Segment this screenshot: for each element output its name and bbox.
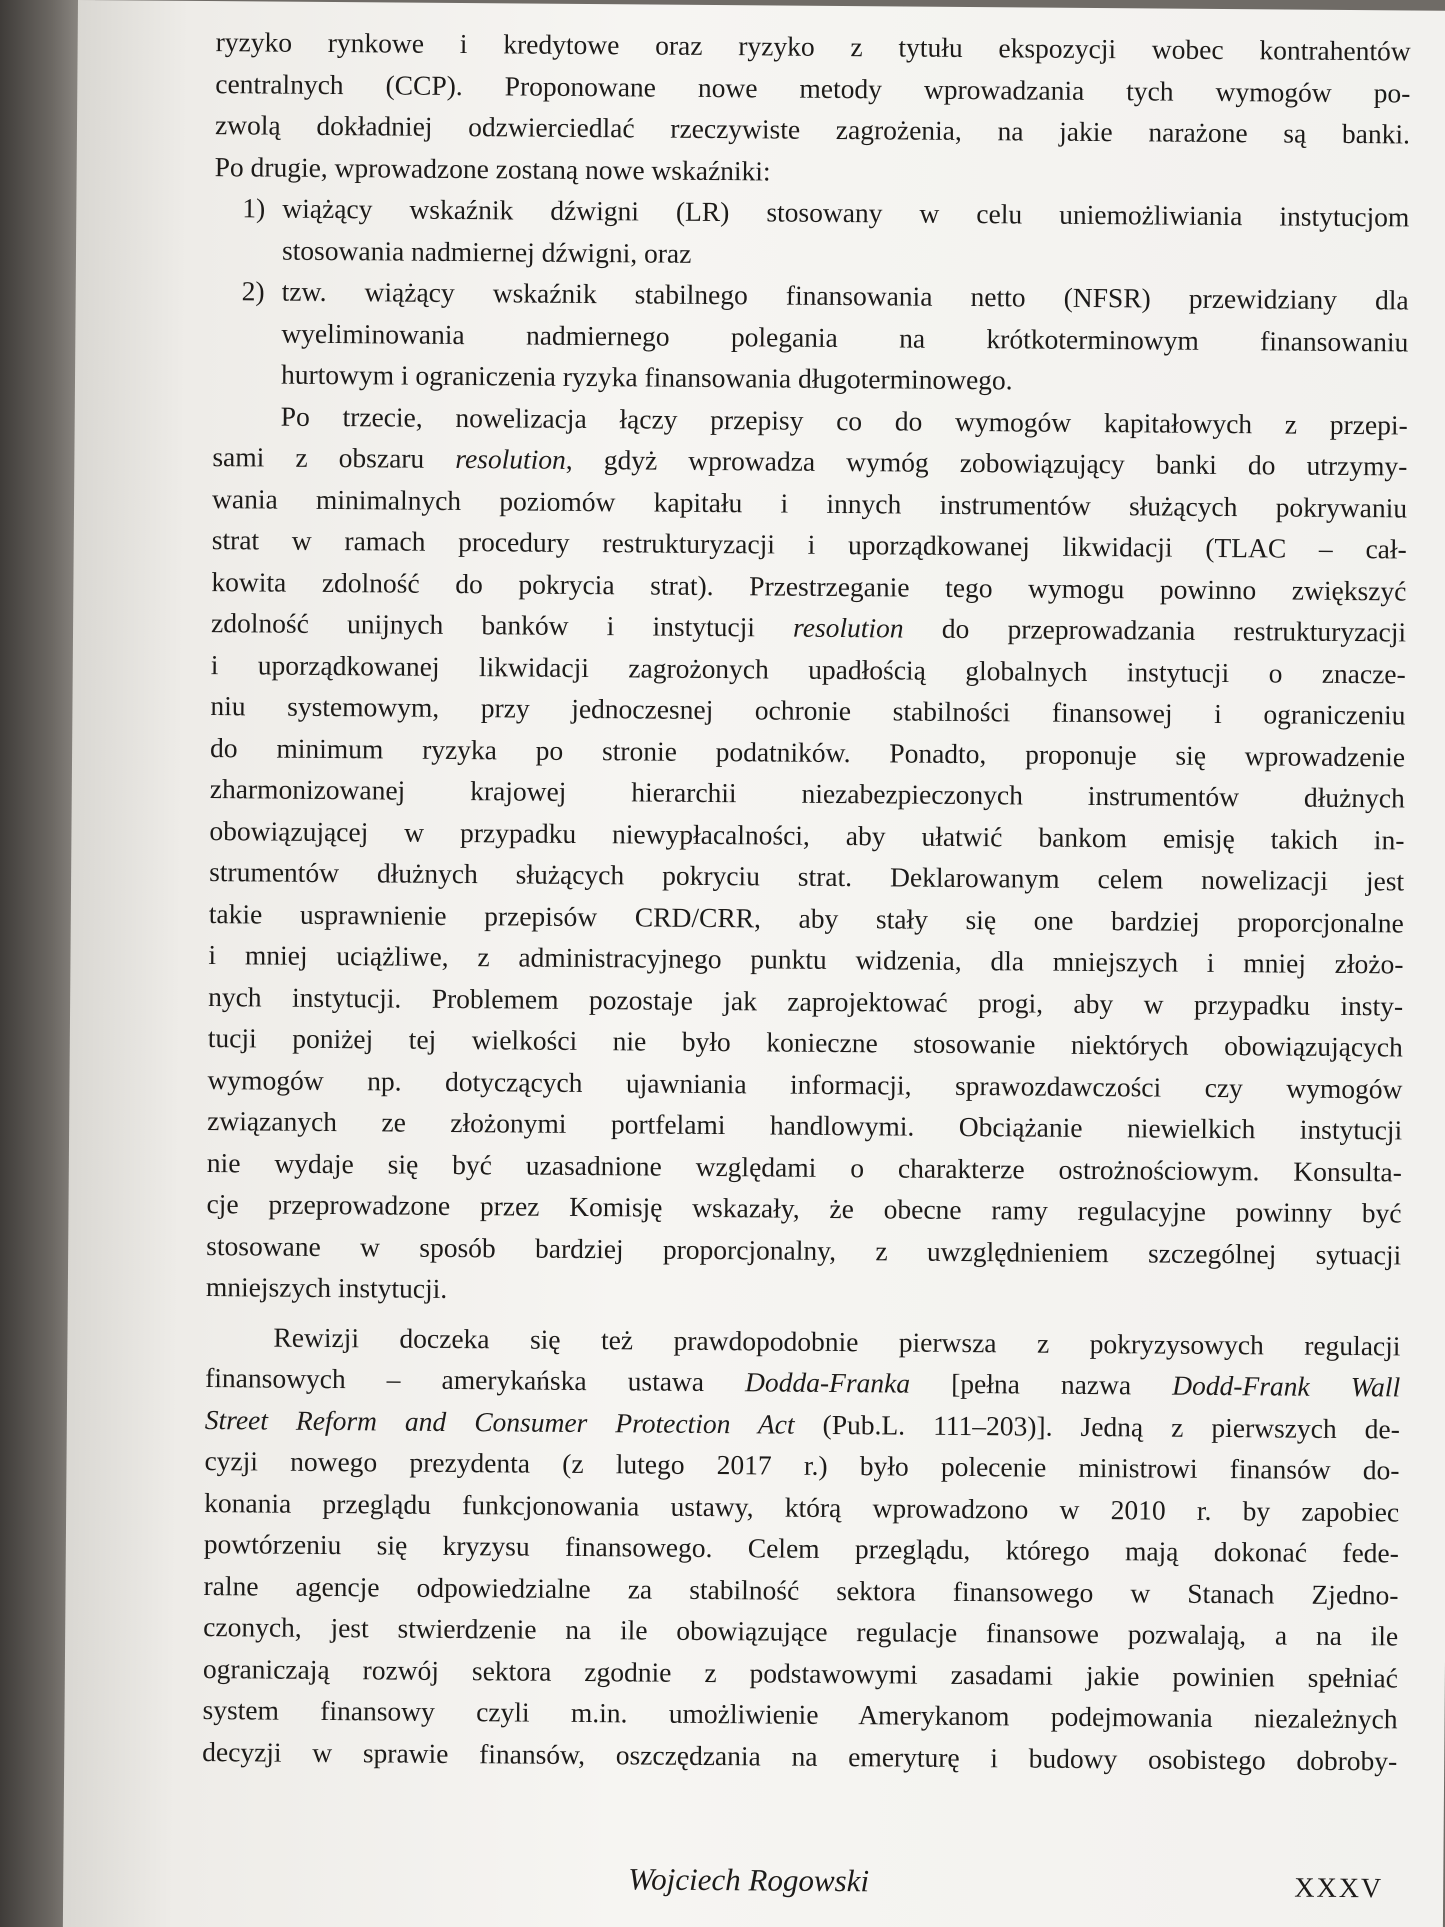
text-run: ralne agencje odpowiedzialne za stabilność sektora finansowego w Stanach Zjedno-	[203, 1569, 1399, 1610]
text-run: niu systemowym, przy jednoczesnej ochronie stabilności finansowej i ograniczeniu	[210, 690, 1406, 731]
text-run: tzw. wiążący wskaźnik stabilnego finansowania netto (NFSR) przewidziany dla	[281, 275, 1409, 316]
text-run: wiążący wskaźnik dźwigni (LR) stosowany w celu uniemożliwiania instytucjom	[282, 192, 1410, 233]
text-run: do minimum ryzyka po stronie podatników. Ponadto, proponuje się wprowadzenie	[210, 731, 1406, 772]
text-run: cje przeprowadzone przez Komisję wskazały, że obecne ramy regulacyjne powinny być	[206, 1188, 1402, 1229]
text-run: obowiązującej w przypadku niewypłacalności, aby ułatwić bankom emisję takich in-	[209, 814, 1405, 855]
text-run: i uporządkowanej likwidacji zagrożonych upadłością globalnych instytucji o znacze-	[210, 648, 1406, 689]
text-run: centralnych (CCP). Proponowane nowe metody wprowadzania tych wymogów po-	[215, 67, 1411, 108]
page-footer	[63, 1857, 1384, 1917]
text-run: związanych ze złożonymi portfelami handlowymi. Obciążanie niewielkich instytucji	[207, 1105, 1403, 1146]
text-run: tucji poniżej tej wielkości nie było konieczne stosowanie niektórych obowiązujących	[207, 1022, 1403, 1063]
text-run: (Pub.L. 111–203)]. Jedną z pierwszych de-	[794, 1408, 1400, 1444]
text-run: system finansowy czyli m.in. umożliwienie Amerykanom podejmowania niezależnych	[202, 1694, 1398, 1735]
text-run: Rewizji doczeka się też prawdopodobnie pierwsza z pokryzysowych regulacji	[273, 1321, 1401, 1361]
text-run: powtórzeniu się kryzysu finansowego. Celem przeglądu, którego mają dokonać fede-	[203, 1528, 1399, 1569]
list-item-number: 1)	[242, 192, 266, 224]
italic-text: resolution	[793, 611, 904, 644]
text-run: kowita zdolność do pokrycia strat). Przestrzeganie tego wymogu powinno zwiększyć	[211, 565, 1407, 606]
text-run: i mniej uciążliwe, z administracyjnego punktu widzenia, dla mniejszych i mniej złożo-	[208, 939, 1404, 980]
page-number: XXXV	[1294, 1872, 1384, 1905]
text-run: czonych, jest stwierdzenie na ile obowiązujące regulacje finansowe pozwalają, a na ile	[203, 1611, 1399, 1652]
text-run: cyzji nowego prezydenta (z lutego 2017 r.) było polecenie ministrowi finansów do-	[204, 1445, 1400, 1486]
footer-author: Wojciech Rogowski	[628, 1861, 870, 1899]
text-run: decyzji w sprawie finansów, oszczędzania na emeryturę i budowy osobistego dobroby-	[202, 1735, 1398, 1776]
text-run: strat w ramach procedury restrukturyzacji i uporządkowanej likwidacji (TLAC – cał-	[211, 524, 1407, 565]
book-page	[63, 0, 1445, 1927]
text-run: ryzyko rynkowe i kredytowe oraz ryzyko z tytułu ekspozycji wobec kontrahentów	[215, 26, 1411, 67]
text-run: sami z obszaru	[212, 441, 456, 474]
text-run: wyeliminowania nadmiernego polegania na krótkoterminowym finansowaniu	[281, 317, 1409, 357]
text-run: stosowania nadmiernej dźwigni, oraz	[281, 234, 692, 269]
italic-text: Street Reform and Consumer Protection Act	[204, 1403, 795, 1440]
text-run: strumentów dłużnych służących pokryciu strat. Deklarowanym celem nowelizacji jest	[209, 856, 1405, 897]
italic-text: Dodd-Frank Wall	[1172, 1369, 1401, 1403]
text-run: nych instytucji. Problemem pozostaje jak zaprojektować progi, aby w przypadku insty-	[208, 980, 1404, 1021]
text-run: Po trzecie, nowelizacja łączy przepisy co do wymogów kapitałowych z przepi-	[280, 400, 1408, 440]
text-line	[202, 1731, 1397, 1782]
text-run: Po drugie, wprowadzone zostaną nowe wskaźniki:	[214, 150, 771, 186]
text-run: zwolą dokładniej odzwierciedlać rzeczywiste zagrożenia, na jakie narażone są banki.	[214, 109, 1411, 150]
text-run: wania minimalnych poziomów kapitału i innych instrumentów służących pokrywaniu	[211, 482, 1408, 523]
text-run: konania przeglądu funkcjonowania ustawy, którą wprowadzono w 2010 r. by zapobiec	[204, 1486, 1400, 1527]
text-run: zdolność unijnych banków i instytucji	[210, 607, 794, 643]
text-run: , gdyż wprowadza wymóg zobowiązujący banki do utrzymy-	[565, 443, 1408, 482]
text-run: do przeprowadzania restrukturyzacji	[903, 612, 1407, 648]
italic-text: Dodda-Franka	[744, 1366, 911, 1399]
text-run: stosowane w sposób bardziej proporcjonalny, z uwzględnieniem szczególnej sytuacji	[206, 1229, 1402, 1270]
italic-text: resolution	[455, 442, 566, 475]
list-item-number: 2)	[241, 275, 265, 307]
text-run: takie usprawnienie przepisów CRD/CRR, aby stały się one bardziej proporcjonalne	[208, 897, 1404, 938]
text-run: wymogów np. dotyczących ujawniania informacji, sprawozdawczości czy wymogów	[207, 1063, 1403, 1104]
text-run: finansowych – amerykańska ustawa	[205, 1362, 746, 1398]
text-run: zharmonizowanej krajowej hierarchii niezabezpieczonych instrumentów dłużnych	[209, 773, 1405, 814]
text-run: hurtowym i ograniczenia ryzyka finansowania długoterminowego.	[280, 358, 1013, 396]
page-body-text	[202, 21, 1411, 1781]
text-run: nie wydaje się być uzasadnione względami o charakterze ostrożnościowym. Konsulta-	[206, 1146, 1402, 1187]
text-run: mniejszych instytucji.	[205, 1271, 448, 1304]
text-run: [pełna nazwa	[909, 1367, 1173, 1401]
text-run: ograniczają rozwój sektora zgodnie z podstawowymi zasadami jakie powinien spełniać	[202, 1652, 1398, 1693]
